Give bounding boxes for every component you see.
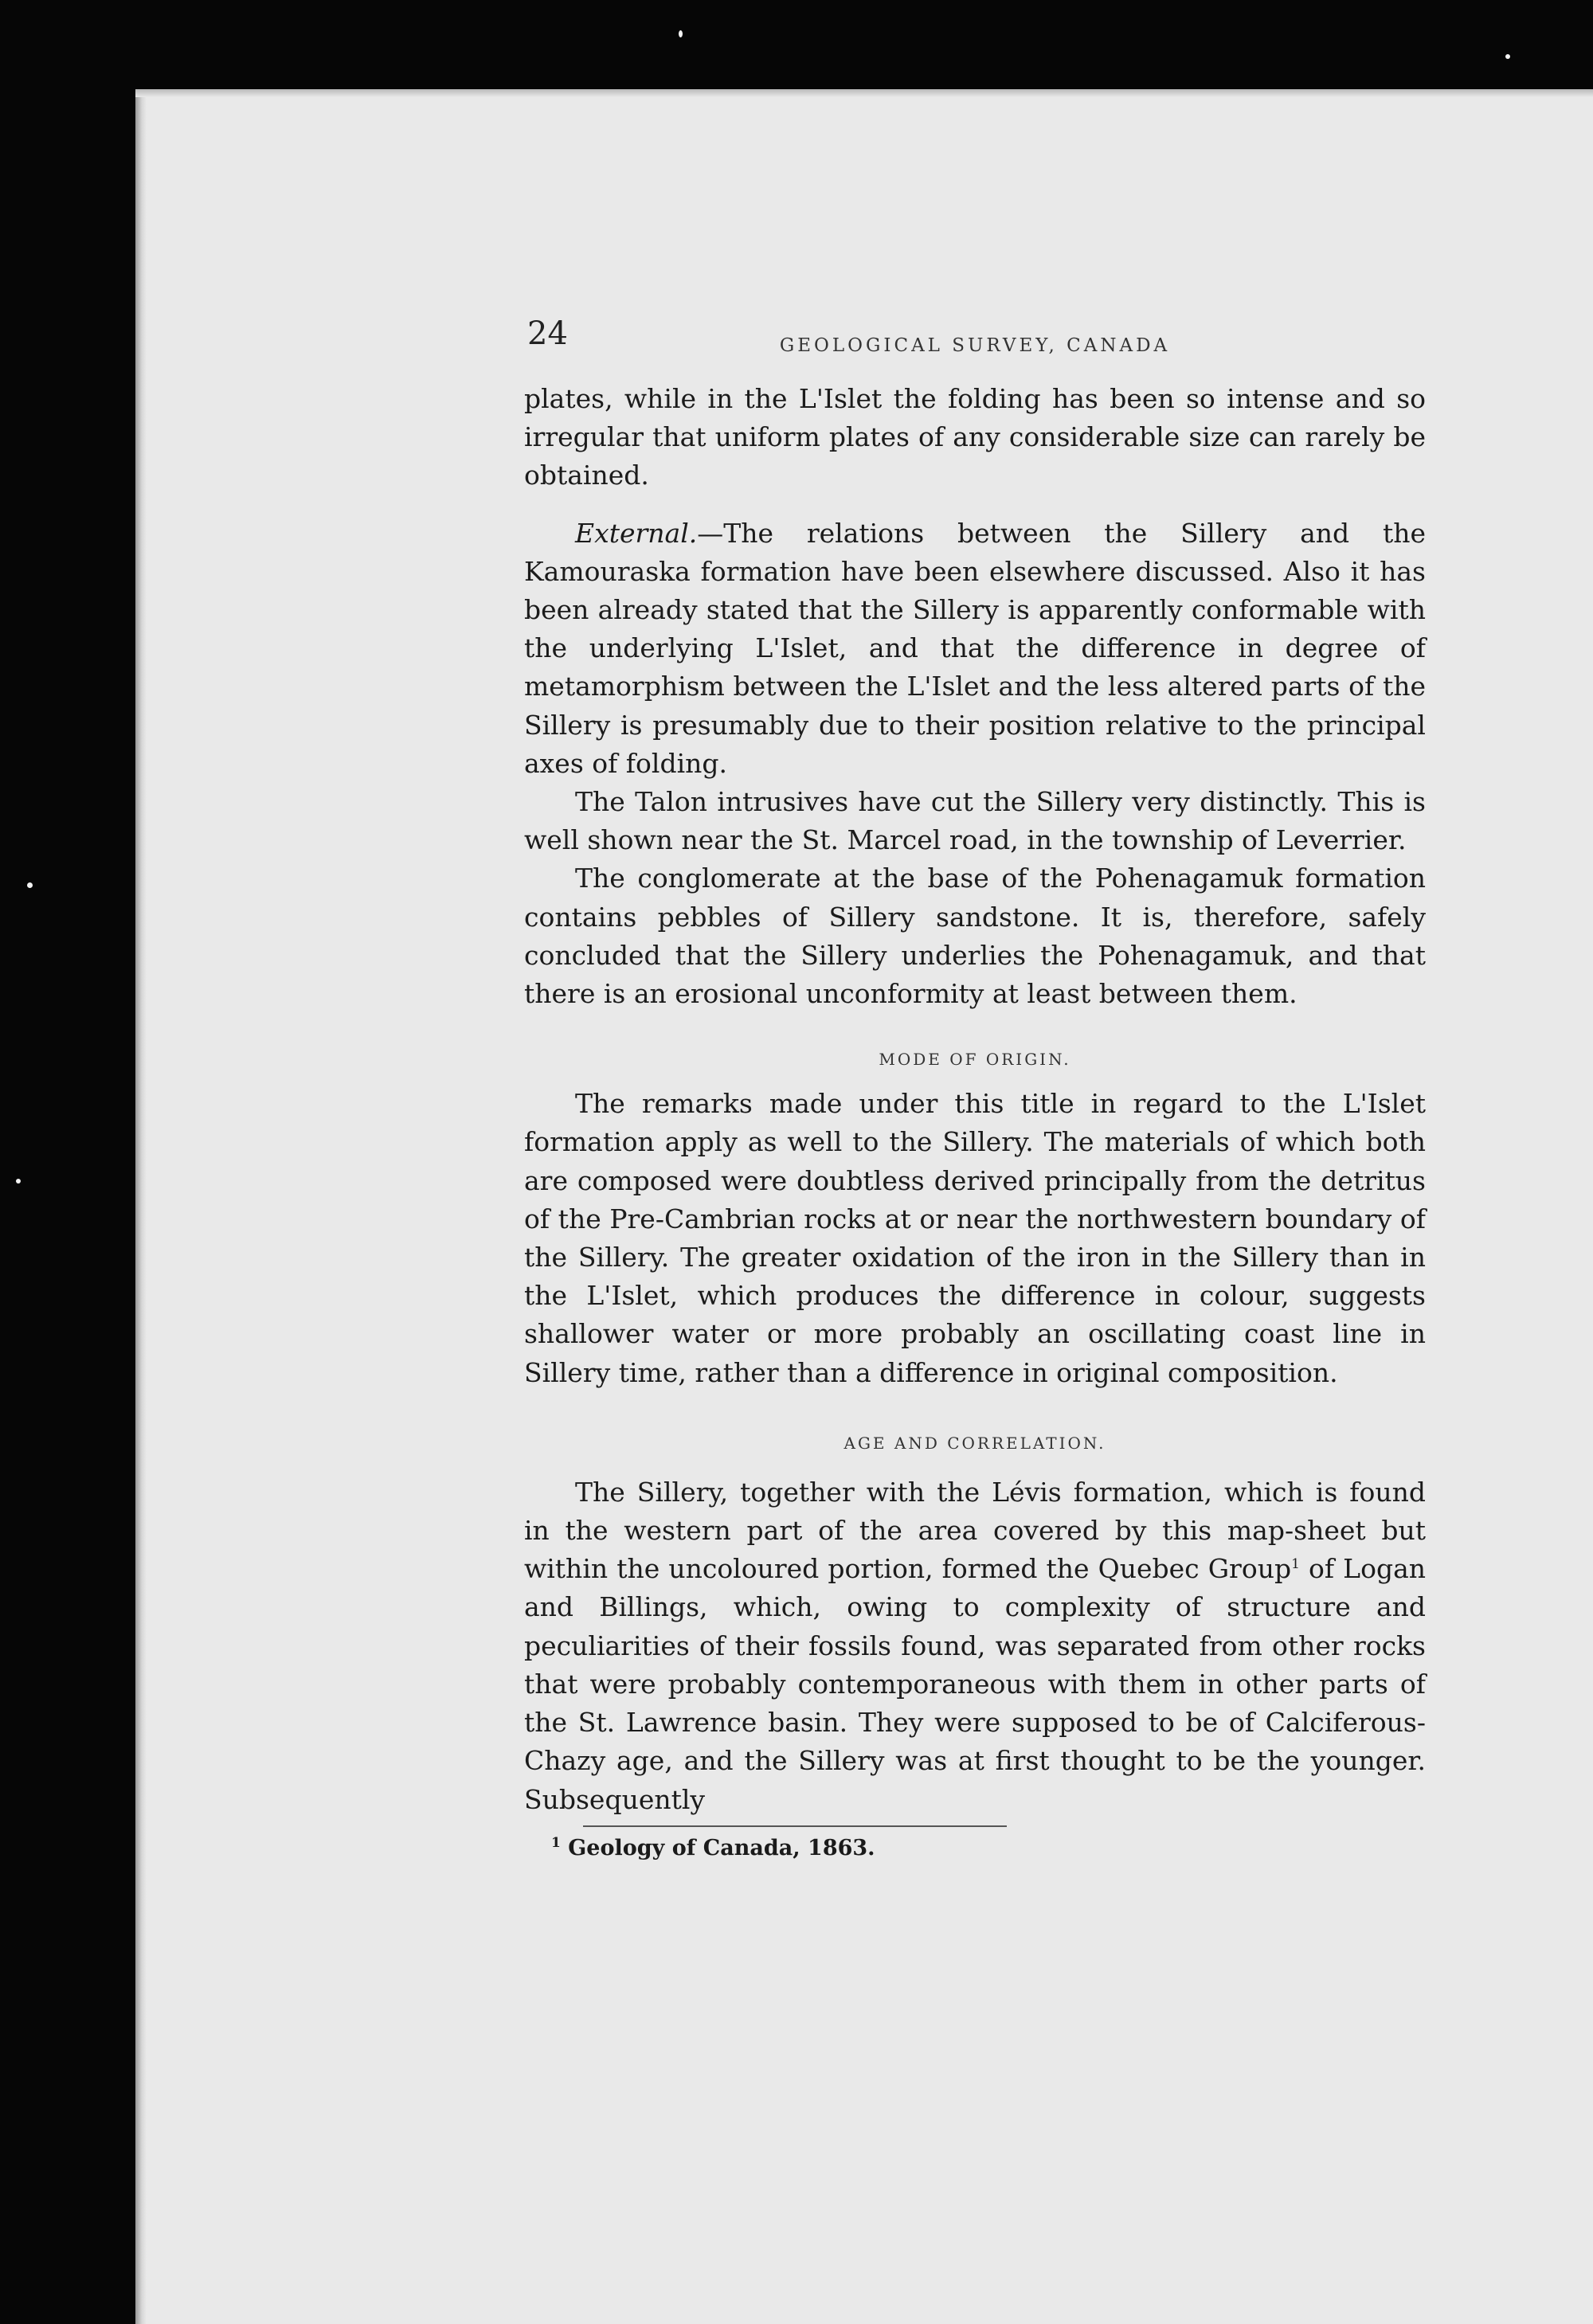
age-text-part-2: of Logan and Billings, which, owing to complexity of structure and peculiarities of their fossils found, was separated from other rocks that were probably contemporaneous with them in other parts of the St. Lawrence basin. They were supposed to be of Calciferous-Chazy age, and the Sillery was at first thought to be the younger. Subsequently — [524, 1553, 1426, 1815]
page-number: 24 — [527, 315, 568, 352]
footnote-reference: 1 — [1291, 1556, 1300, 1573]
footnote-text: Geology of Canada, 1863. — [560, 1835, 875, 1860]
external-text: —The relations between the Sillery and the Kamouraska formation have been elsewhere discussed. Also it has been already stated that the Sillery is apparently conformable with the underlying L'Islet, and that the difference in degree of metamorphism between the L'Islet and the less altered parts of the Sillery is presumably due to their position relative to the principal axes of folding. — [524, 517, 1426, 779]
running-title: GEOLOGICAL SURVEY, CANADA — [779, 335, 1171, 356]
age-text-part-1: The Sillery, together with the Lévis formation, which is found in the western part of the area covered by this map-sheet but within the uncoloured portion, formed the Quebec Group — [524, 1476, 1426, 1585]
page-left-edge — [135, 89, 147, 2324]
scan-speck — [679, 30, 683, 37]
running-head — [524, 315, 1426, 362]
paragraph-intro: plates, while in the L'Islet the folding has been so intense and so irregular that uniform plates of any considerable size can rarely be obtained. — [524, 383, 1426, 491]
section-heading-age-and-correlation: AGE AND CORRELATION. — [843, 1433, 1106, 1453]
paragraph-conglomerate: The conglomerate at the base of the Pohenagamuk formation contains pebbles of Sillery sandstone. It is, therefore, safely concluded that the Sillery underlies the Pohenagamuk, and that there is an erosional unconformity at least between them. — [524, 863, 1426, 1010]
section-heading-mode-of-origin: MODE OF ORIGIN. — [879, 1050, 1071, 1070]
paragraph-age-correlation — [524, 1473, 1426, 1819]
scan-speck — [16, 1179, 21, 1184]
footnote-rule — [583, 1825, 1007, 1827]
scan-speck — [27, 882, 33, 888]
paragraph-external — [524, 514, 1426, 783]
footnote-marker: 1 — [551, 1834, 561, 1851]
footnote — [551, 1835, 1426, 1862]
external-label: External. — [575, 517, 698, 549]
paragraph-mode-of-origin: The remarks made under this title in regard to the L'Islet formation apply as well to the Sillery. The materials of which both are composed were doubtless derived principally from the detritus of the Pre-Cambrian rocks at or near the northwestern boundary of the Sillery. The greater oxidation of the iron in the Sillery than in the L'Islet, which produces the difference in colour, suggests shallower water or more probably an oscillating coast line in Sillery time, rather than a difference in original composition. — [524, 1088, 1426, 1388]
page-top-edge — [135, 89, 1593, 97]
page-text — [524, 315, 1426, 1862]
scan-speck — [1505, 54, 1510, 59]
paragraph-talon: The Talon intrusives have cut the Sillery very distinctly. This is well shown near the St. Marcel road, in the township of Leverrier. — [524, 786, 1426, 856]
